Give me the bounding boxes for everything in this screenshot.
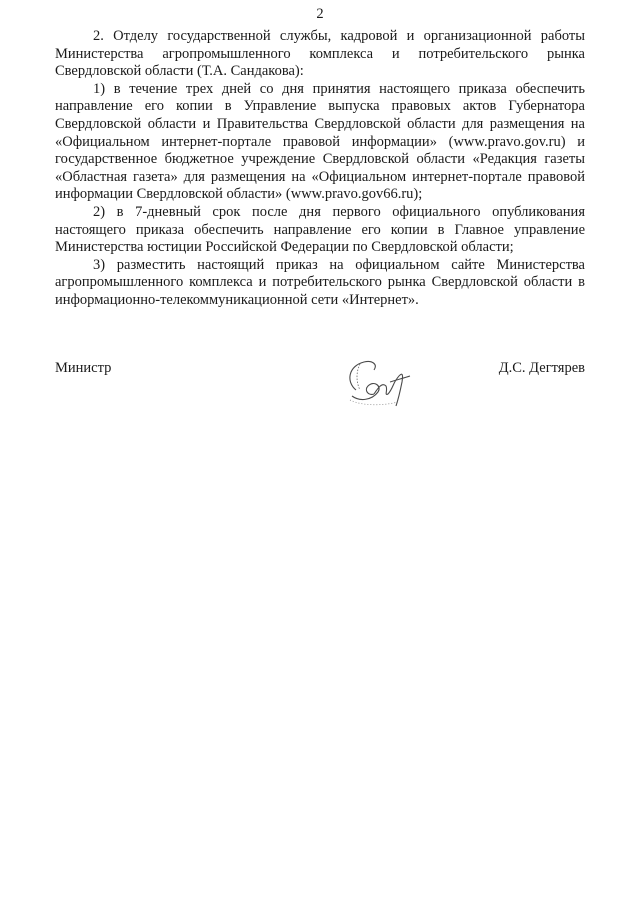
document-body [55,28,585,310]
paragraph-item-2: 2) в 7-дневный срок после дня первого официального опубликования настоящего приказа обеспечить направление его копии в Главное управление Министерства юстиции Российской Федерации по Свердловской области; [55,203,585,256]
paragraph-section-2: 2. Отделу государственной службы, кадровой и организационной работы Министерства агропромышленного комплекса и потребительского рынка Свердловской области (Т.А. Сандакова): [55,28,585,80]
signatory-title: Министр [55,360,112,376]
handwritten-signature [338,352,418,412]
paragraph-item-3: 3) разместить настоящий приказ на официальном сайте Министерства агропромышленного комплекса и потребительского рынка Свердловской области в информационно-телекоммуникационной сети «Интернет». [55,256,585,308]
page-number: 2 [316,6,324,22]
signatory-name: Д.С. Дегтярев [498,360,585,376]
paragraph-item-1: 1) в течение трех дней со дня принятия настоящего приказа обеспечить направление его копии в Управление выпуска правовых актов Губернатора Свердловской области и Правительства Свердловской области для размещения на «Официальном интернет-портале правовой информации» (www.pravo.gov.ru) и государственное бюджетное учреждение Свердловской области «Редакция газеты «Областная газета» для размещения на «Официальном интернет-портале правовой информации Свердловской области» (www.pravo.gov66.ru); [55,80,585,203]
signature-block [55,360,585,420]
